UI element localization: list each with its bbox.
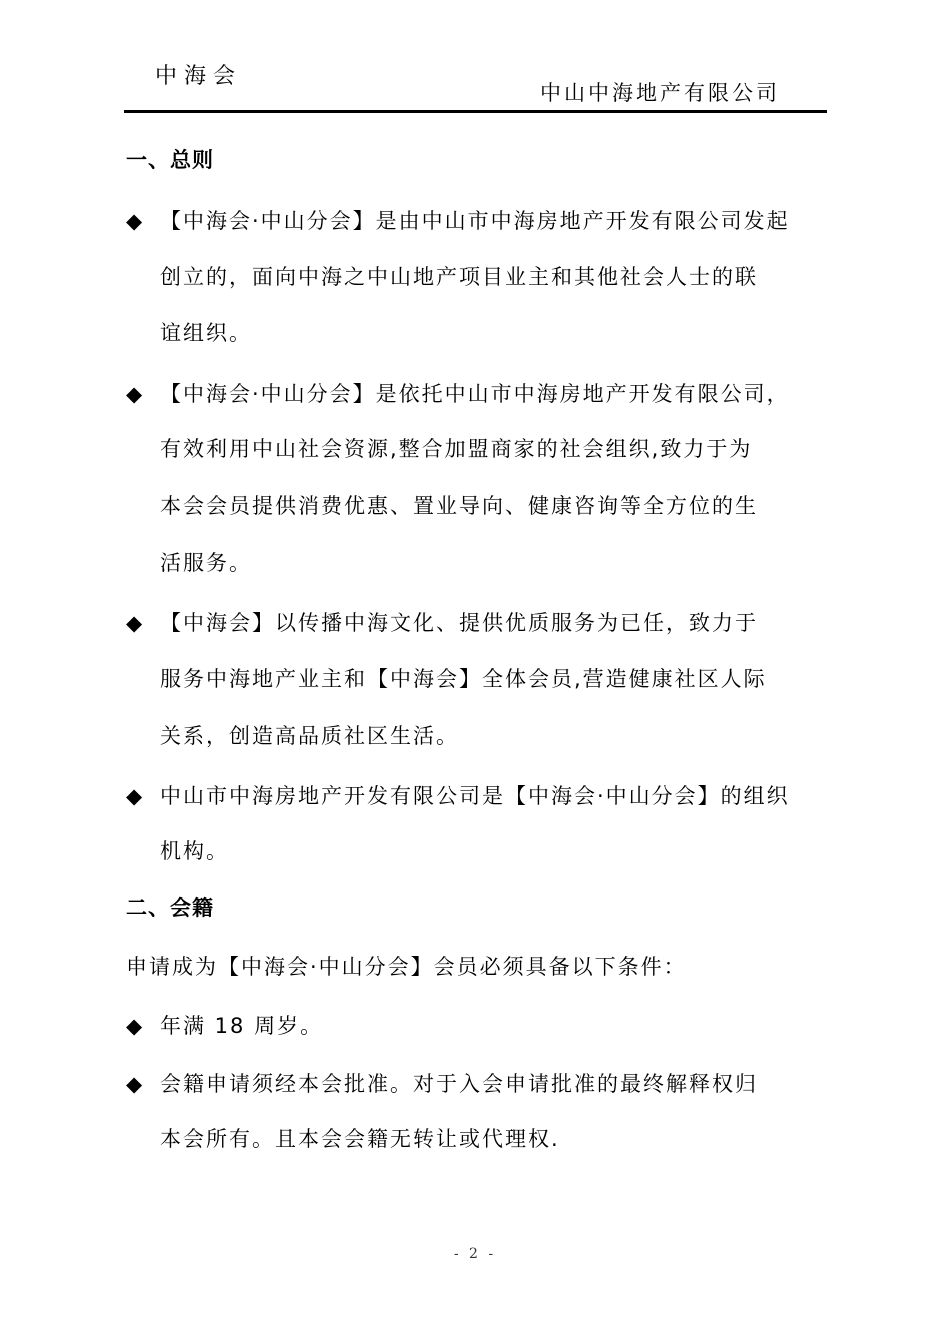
diamond-icon: ◆	[126, 382, 143, 406]
paragraph-line: 年满 18 周岁。	[160, 1014, 324, 1038]
paragraph-line: 会籍申请须经本会批准。对于入会申请批准的最终解释权归	[160, 1072, 758, 1096]
diamond-icon: ◆	[126, 784, 143, 808]
membership-intro: 申请成为【中海会·中山分会】会员必须具备以下条件：	[126, 955, 687, 979]
diamond-icon: ◆	[126, 1014, 143, 1038]
paragraph-line: 中山市中海房地产开发有限公司是【中海会·中山分会】的组织	[160, 784, 790, 808]
paragraph-line: 服务中海地产业主和【中海会】全体会员,营造健康社区人际	[160, 667, 767, 691]
paragraph-line: 创立的，面向中海之中山地产项目业主和其他社会人士的联	[160, 265, 758, 289]
diamond-icon: ◆	[126, 1072, 143, 1096]
paragraph-line: 【中海会·中山分会】是由中山市中海房地产开发有限公司发起	[160, 209, 790, 233]
section-heading-membership: 二、会籍	[126, 896, 214, 920]
diamond-icon: ◆	[126, 209, 143, 233]
paragraph-line: 活服务。	[160, 551, 252, 575]
section-heading-general: 一、总则	[126, 148, 214, 172]
header-club-name: 中海会	[155, 64, 243, 89]
paragraph-line: 【中海会·中山分会】是依托中山市中海房地产开发有限公司，	[160, 382, 790, 406]
header-company-name: 中山中海地产有限公司	[540, 81, 780, 105]
diamond-icon: ◆	[126, 611, 143, 635]
page-number: - 2 -	[453, 1246, 497, 1262]
paragraph-line: 本会所有。且本会会籍无转让或代理权.	[160, 1127, 560, 1151]
paragraph-line: 有效利用中山社会资源,整合加盟商家的社会组织,致力于为	[160, 437, 753, 461]
paragraph-line: 关系，创造高品质社区生活。	[160, 724, 459, 748]
paragraph-line: 【中海会】以传播中海文化、提供优质服务为已任，致力于	[160, 611, 758, 635]
paragraph-line: 机构。	[160, 839, 229, 863]
paragraph-line: 谊组织。	[160, 321, 252, 345]
paragraph-line: 本会会员提供消费优惠、置业导向、健康咨询等全方位的生	[160, 494, 758, 518]
header-divider	[124, 110, 827, 113]
